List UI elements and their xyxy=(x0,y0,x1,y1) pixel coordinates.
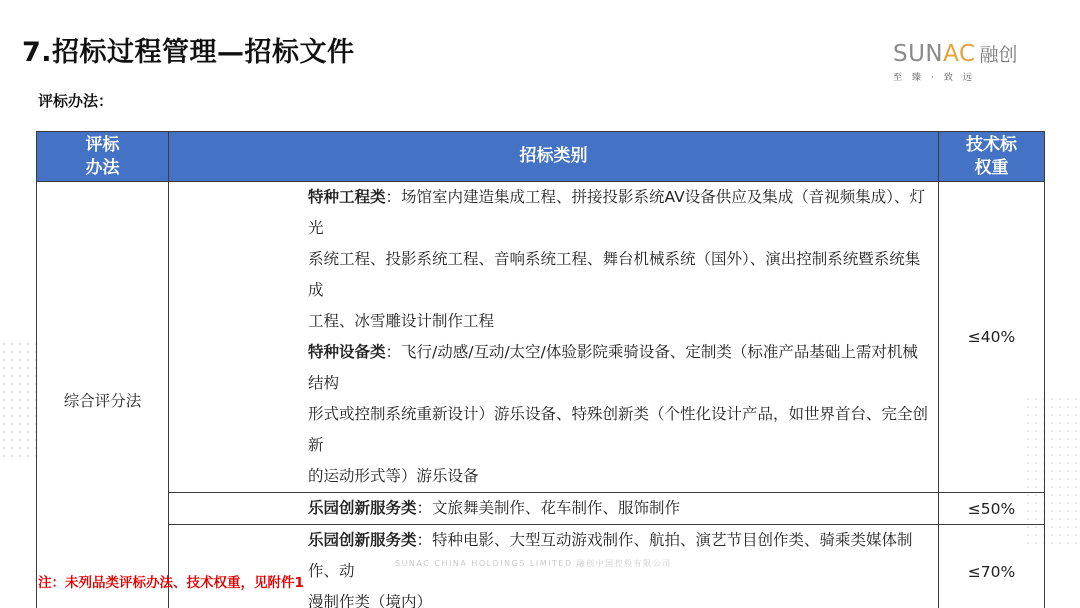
evaluation-method-table xyxy=(36,131,1045,608)
logo-english: SUNAC xyxy=(893,41,976,67)
category-line: 特种工程类：场馆室内建造集成工程、拼接投影系统AV设备供应及集成（音视频集成）、灯光 xyxy=(308,188,925,237)
logo-chinese: 融创 xyxy=(979,44,1018,66)
table-row xyxy=(37,182,1045,493)
page-title: 7.招标过程管理—招标文件 xyxy=(22,37,355,68)
weight-cell: ≤70% xyxy=(939,525,1045,608)
table-header-row xyxy=(37,132,1045,182)
category-line: 特种设备类：飞行/动感/互动/太空/体验影院乘骑设备、定制类（标准产品基础上需对机械结构 xyxy=(308,343,918,392)
table-row xyxy=(37,493,1045,525)
footnote: 注：未列品类评标办法、技术权重，见附件1 xyxy=(38,575,304,591)
category-line: 漫制作类（境内） xyxy=(308,593,433,608)
logo-tagline: 至臻·致远 xyxy=(893,73,982,83)
header-weight: 技术标 权重 xyxy=(939,132,1045,182)
category-cell xyxy=(169,182,939,493)
category-line: 乐园创新服务类：特种电影、大型互动游戏制作、航拍、演艺节目创作类、骑乘类媒体制作、动 xyxy=(308,531,913,580)
section-subtitle: 评标办法： xyxy=(38,92,114,110)
category-line: 形式或控制系统重新设计）游乐设备、特殊创新类（个性化设计产品，如世界首台、完全创新 xyxy=(308,405,929,454)
header-category: 招标类别 xyxy=(169,132,939,182)
sunac-logo xyxy=(893,40,1023,83)
category-line: 乐园创新服务类：文旅舞美制作、花车制作、服饰制作 xyxy=(308,499,681,517)
category-line: 系统工程、投影系统工程、音响系统工程、舞台机械系统（国外）、演出控制系统暨系统集成 xyxy=(308,250,921,299)
header-method: 评标 办法 xyxy=(37,132,169,182)
method-cell: 综合评分法 xyxy=(37,182,169,608)
category-line: 的运动形式等）游乐设备 xyxy=(308,467,479,485)
category-cell xyxy=(169,493,939,525)
weight-cell: ≤50% xyxy=(939,493,1045,525)
weight-cell: ≤40% xyxy=(939,182,1045,493)
category-line: 工程、冰雪雕设计制作工程 xyxy=(308,312,495,330)
decorative-dots-left xyxy=(0,340,40,460)
company-watermark: SUNAC CHINA HOLDINGS LIMITED 融创中国控股有限公司 xyxy=(395,559,672,568)
